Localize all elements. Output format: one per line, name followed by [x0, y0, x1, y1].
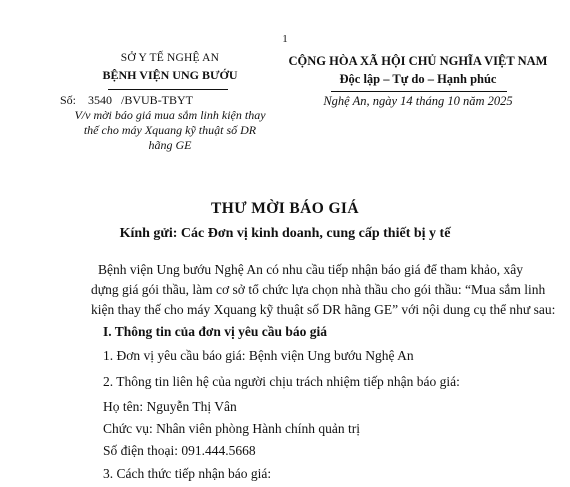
recipient-line: Kính gửi: Các Đơn vị kinh doanh, cung cấp thiết bị y tế: [119, 226, 451, 241]
intro-line-1: Bệnh viện Ung bướu Nghệ An có nhu cầu tiếp nhận báo giá để tham khảo, xây: [98, 262, 523, 277]
document-title: THƯ MỜI BÁO GIÁ: [211, 200, 359, 217]
page-number: 1: [282, 33, 288, 45]
national-header: [268, 54, 568, 87]
issuer-underline: [108, 89, 228, 90]
issuer-department: SỞ Y TẾ NGHỆ AN: [120, 52, 220, 64]
issuer-hospital: BỆNH VIỆN UNG BƯỚU: [102, 68, 238, 82]
document-number-suffix: /BVUB-TBYT: [121, 93, 194, 107]
list-item: 2. Thông tin liên hệ của người chịu trách nhiệm tiếp nhận báo giá:: [103, 374, 460, 389]
subject-line-1: V/v mời báo giá mua sắm linh kiện thay: [74, 108, 266, 122]
contact-position: Chức vụ: Nhân viên phòng Hành chính quản trị: [103, 421, 361, 436]
subject-line-2: thế cho máy Xquang kỹ thuật số DR: [83, 123, 257, 137]
contact-name: Họ tên: Nguyễn Thị Vân: [103, 399, 237, 414]
issuer-block: [60, 52, 280, 83]
document-subject: [60, 108, 280, 153]
subject-line-3: hãng GE: [148, 138, 192, 152]
intro-line-3: kiện thay thế cho máy Xquang kỹ thuật số DR hãng GE” với nội dung cụ thể như sau:: [91, 302, 556, 317]
section-heading: I. Thông tin của đơn vị yêu cầu báo giá: [103, 324, 328, 339]
national-title: CỘNG HÒA XÃ HỘI CHỦ NGHĨA VIỆT NAM: [288, 54, 548, 68]
contact-phone: Số điện thoại: 091.444.5668: [103, 443, 256, 458]
national-motto: Độc lập – Tự do – Hạnh phúc: [339, 72, 497, 86]
document-number-value: 3540: [88, 93, 113, 107]
dateline: Nghệ An, ngày 14 tháng 10 năm 2025: [323, 94, 513, 108]
document-number-prefix: Số:: [60, 93, 77, 107]
motto-underline: [331, 91, 507, 92]
list-item: 3. Cách thức tiếp nhận báo giá:: [103, 466, 272, 481]
list-item: 1. Đơn vị yêu cầu báo giá: Bệnh viện Ung bướu Nghệ An: [103, 348, 414, 363]
document-number: [60, 93, 193, 108]
intro-line-2: dựng giá gói thầu, làm cơ sở tổ chức lựa chọn nhà thầu cho gói thầu: “Mua sắm linh: [91, 282, 546, 297]
